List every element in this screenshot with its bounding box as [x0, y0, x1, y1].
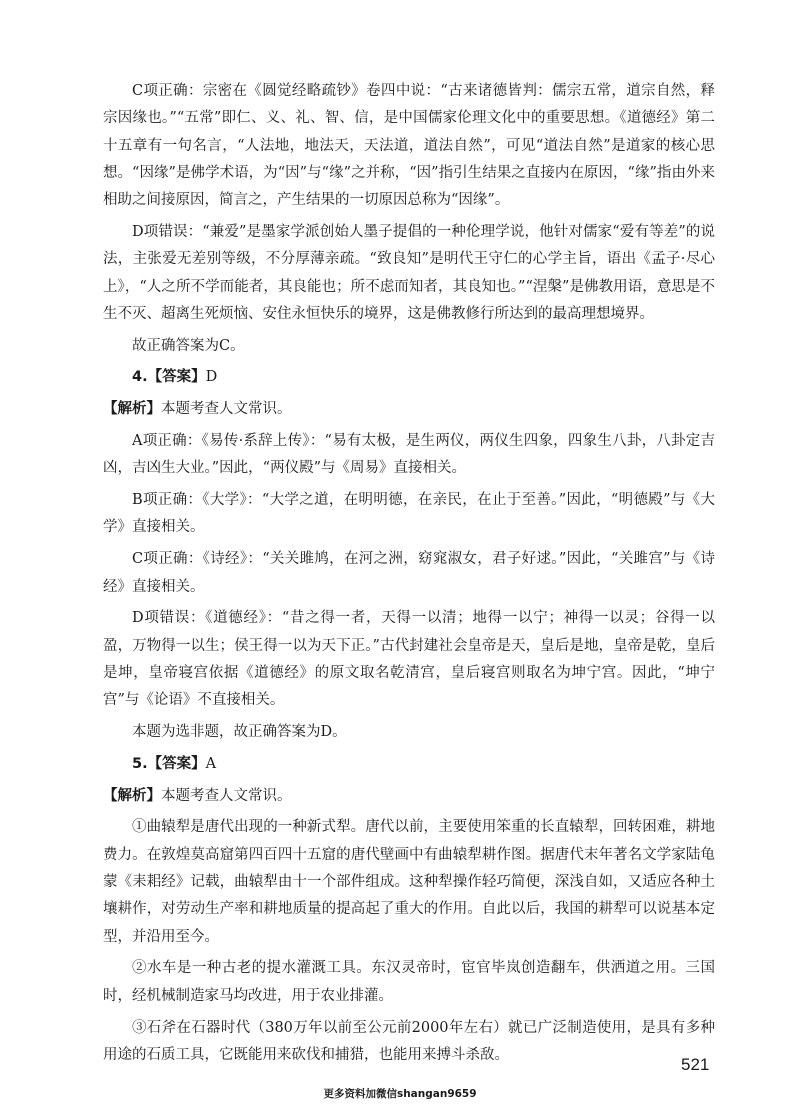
body-paragraph: D项错误：《道德经》：“昔之得一者，天得一以清；地得一以宁；神得一以灵；谷得一以盈，万物得一以生；侯王得一以为天下正。”古代封建社会皇帝是天，皇后是地，皇帝是乾，皇后是坤，皇帝寝宫依据《道德经》的原文取名乾清宫，皇后寝宫则取名为坤宁宫。因此，“坤宁宫”与《论语》不直接相关。 — [103, 610, 715, 709]
analysis-text: 本题考查人文常识。 — [161, 401, 292, 418]
analysis-label: 【解析】 — [103, 401, 161, 418]
body-paragraph: C项正确：《诗经》：“关关雎鸠，在河之洲，窈窕淑女，君子好逑。”因此，“关雎宫”与《诗经》直接相关。 — [103, 551, 715, 595]
analysis-label: 【解析】 — [103, 787, 161, 804]
answer-line — [103, 364, 715, 391]
body-paragraph: A项正确：《易传·系辞上传》：“易有太极，是生两仪，两仪生四象，四象生八卦，八卦定吉凶，吉凶生大业。”因此，“两仪殿”与《周易》直接相关。 — [103, 433, 715, 477]
body-paragraph: 本题为选非题，故正确答案为D。 — [132, 724, 347, 741]
analysis-text: 本题考查人文常识。 — [161, 787, 292, 804]
answer-line — [103, 751, 715, 778]
body-paragraph: D项错误：“兼爱”是墨家学派创始人墨子提倡的一种伦理学说，他针对儒家“爱有等差”的说法，主张爱无差别等级，不分厚薄亲疏。“致良知”是明代王守仁的心学主旨，语出《孟子·尽心上》，“人之所不学而能者，其良能也；所不虑而知者，其良知也。”“涅槃”是佛教用语，意思是不生不灭、超离生死烦恼、安住永恒快乐的境界，这是佛教修行所达到的最高理想境界。 — [103, 223, 715, 322]
body-paragraph: B项正确：《大学》：“大学之道，在明明德，在亲民，在止于至善。”因此，“明德殿”与《大学》直接相关。 — [103, 492, 715, 536]
body-paragraph: ③石斧在石器时代（380万年以前至公元前2000年左右）就已广泛制造使用，是具有多种用途的石质工具，它既能用来砍伐和捕猎，也能用来搏斗杀敌。 — [103, 1019, 715, 1063]
answer-label: 5.【答案】 — [132, 755, 206, 772]
footer-note: 更多资料加微信shangan9659 — [323, 1088, 477, 1100]
body-paragraph: C项正确：宗密在《圆觉经略疏钞》卷四中说：“古来诸德皆判：儒宗五常，道宗自然，释宗因缘也。”“五常”即仁、义、礼、智、信，是中国儒家伦理文化中的重要思想。《道德经》第二十五章有一句名言，“人法地，地法天，天法道，道法自然”，可见“道法自然”是道家的核心思想。“因缘”是佛学术语，为“因”与“缘”之并称，“因”指引生结果之直接内在原因，“缘”指由外来相助之间接原因，简言之，产生结果的一切原因总称为“因缘”。 — [103, 83, 716, 209]
answer-value: D — [205, 369, 218, 386]
answer-value: A — [205, 755, 217, 772]
analysis-line — [103, 396, 715, 423]
answer-label: 4.【答案】 — [132, 369, 206, 386]
body-paragraph: 故正确答案为C。 — [132, 337, 245, 354]
body-paragraph: ②水车是一种古老的提水灌溉工具。东汉灵帝时，宦官毕岚创造翻车，供洒道之用。三国时，经机械制造家马均改进，用于农业排灌。 — [103, 960, 715, 1004]
page-number: 521 — [681, 1055, 710, 1074]
document-body — [103, 78, 715, 1074]
analysis-line — [103, 783, 715, 810]
body-paragraph: ①曲辕犁是唐代出现的一种新式犁。唐代以前，主要使用笨重的长直辕犁，回转困难，耕地费力。在敦煌莫高窟第四百四十五窟的唐代壁画中有曲辕犁耕作图。据唐代末年著名文学家陆龟蒙《耒耜经》记载，曲辕犁由十一个部件组成。这种犁操作轻巧简便，深浅自如，又适应各种土壤耕作，对劳动生产率和耕地质量的提高起了重大的作用。自此以后，我国的耕犁可以说基本定型，并沿用至今。 — [103, 819, 715, 945]
